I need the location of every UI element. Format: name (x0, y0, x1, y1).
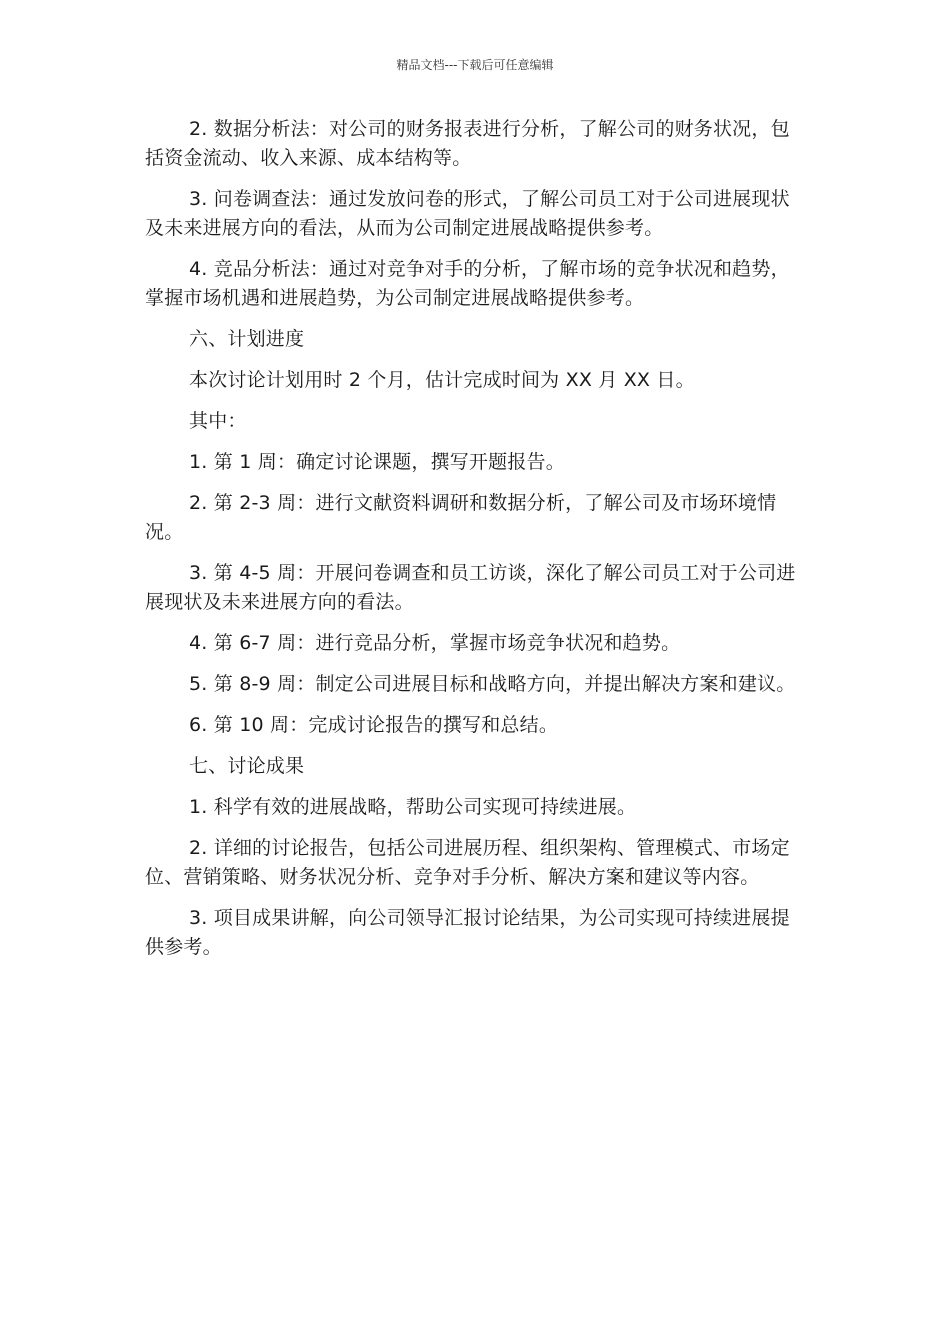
paragraph-schedule-intro: 其中： (189, 410, 247, 432)
paragraph-method-data-analysis: 2. 数据分析法：对公司的财务报表进行分析，了解公司的财务状况，包括资金流动、收入来源、成本结构等。 (145, 118, 790, 169)
schedule-item-week-4-5: 3. 第 4-5 周：开展问卷调查和员工访谈，深化了解公司员工对于公司进展现状及未来进展方向的看法。 (145, 562, 796, 613)
schedule-item-week-8-9: 5. 第 8-9 周：制定公司进展目标和战略方向，并提出解决方案和建议。 (189, 673, 796, 695)
paragraph-schedule-duration: 本次讨论计划用时 2 个月，估计完成时间为 XX 月 XX 日。 (189, 369, 695, 391)
page-header: 精品文档---下载后可任意编辑 (396, 58, 554, 72)
section-heading-schedule: 六、计划进度 (189, 328, 305, 350)
schedule-item-week-2-3: 2. 第 2-3 周：进行文献资料调研和数据分析，了解公司及市场环境情况。 (145, 492, 777, 543)
schedule-item-week-6-7: 4. 第 6-7 周：进行竞品分析，掌握市场竞争状况和趋势。 (189, 632, 681, 654)
paragraph-method-competitor-analysis: 4. 竞品分析法：通过对竞争对手的分析，了解市场的竞争状况和趋势，掌握市场机遇和进展趋势，为公司制定进展战略提供参考。 (145, 258, 790, 309)
schedule-item-week-10: 6. 第 10 周：完成讨论报告的撰写和总结。 (189, 714, 559, 736)
paragraph-method-questionnaire: 3. 问卷调查法：通过发放问卷的形式，了解公司员工对于公司进展现状及未来进展方向的看法，从而为公司制定进展战略提供参考。 (145, 188, 790, 239)
document-body (145, 115, 805, 974)
result-item-report: 2. 详细的讨论报告，包括公司进展历程、组织架构、管理模式、市场定位、营销策略、财务状况分析、竞争对手分析、解决方案和建议等内容。 (145, 837, 790, 888)
section-heading-results: 七、讨论成果 (189, 755, 305, 777)
result-item-presentation: 3. 项目成果讲解，向公司领导汇报讨论结果，为公司实现可持续进展提供参考。 (145, 907, 790, 958)
result-item-strategy: 1. 科学有效的进展战略，帮助公司实现可持续进展。 (189, 796, 637, 818)
schedule-item-week-1: 1. 第 1 周：确定讨论课题，撰写开题报告。 (189, 451, 565, 473)
